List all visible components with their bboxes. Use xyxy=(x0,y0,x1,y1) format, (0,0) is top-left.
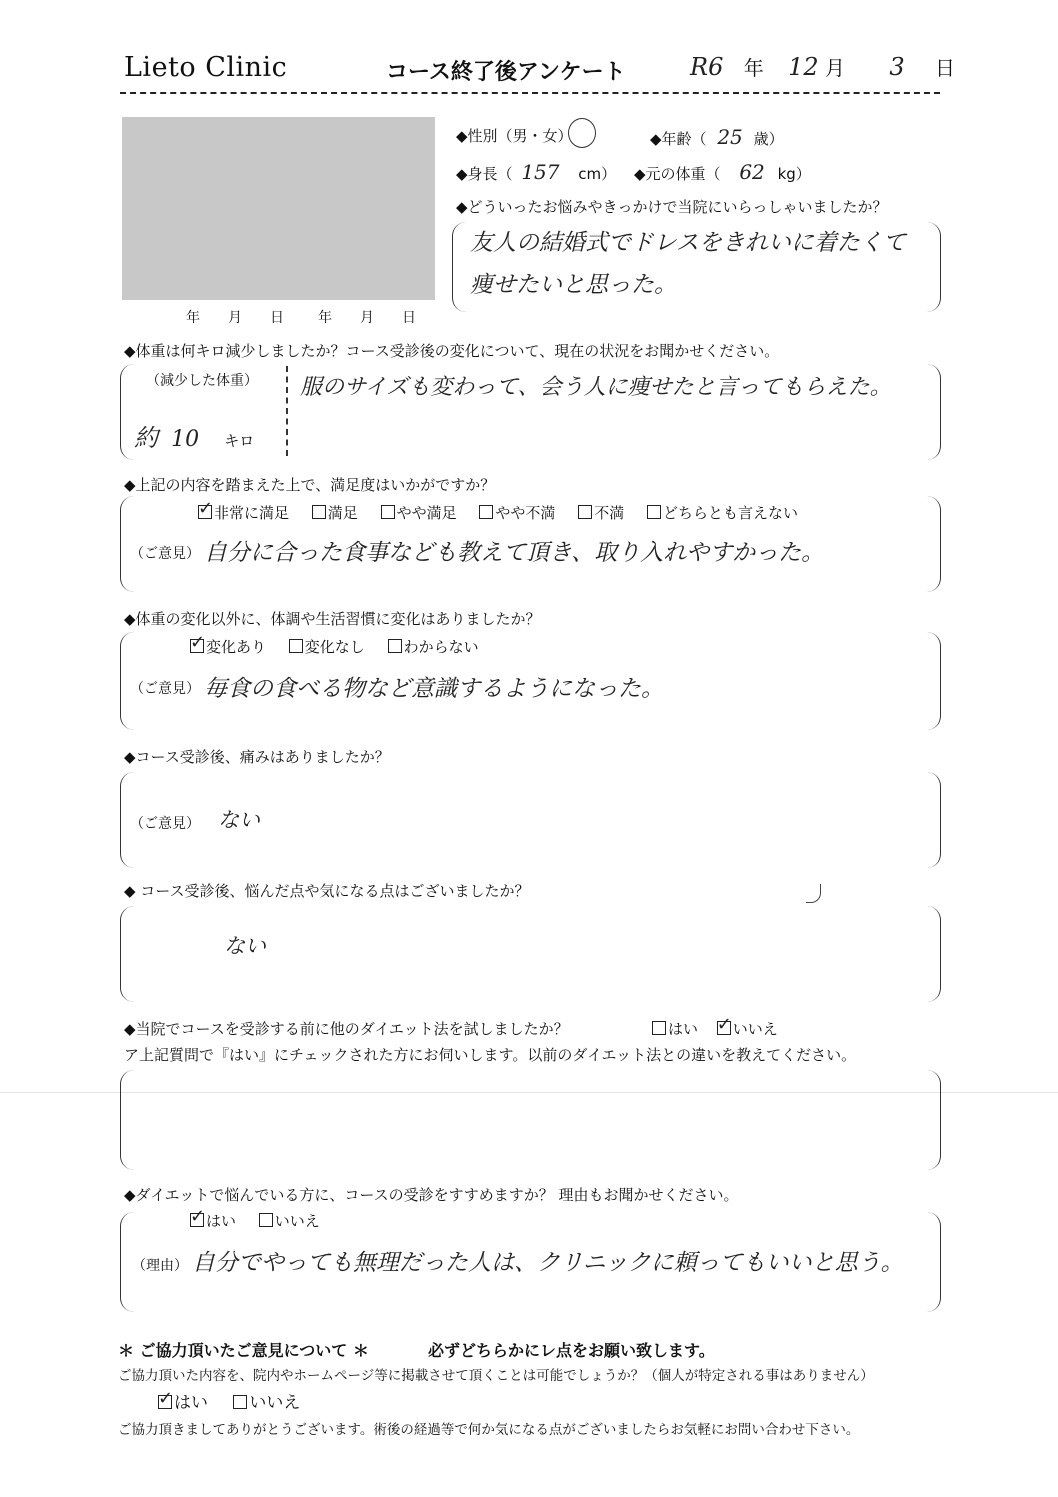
checkbox-icon[interactable] xyxy=(381,505,395,519)
q3-option-6[interactable]: どちらとも言えない xyxy=(647,504,798,522)
weight-field xyxy=(634,160,811,184)
female-circle-mark xyxy=(568,118,596,148)
q2-bracket-left xyxy=(120,364,135,460)
weight-value: 62 xyxy=(739,160,765,184)
checkbox-checked-icon[interactable] xyxy=(717,1021,731,1035)
q3-option-2[interactable]: 満足 xyxy=(312,504,358,522)
q1-bracket-left xyxy=(452,222,467,312)
q3-answer: 自分に合った食事なども教えて頂き、取り入れやすかった。 xyxy=(204,540,825,566)
q7-bracket-right xyxy=(926,1070,941,1170)
stray-pen-mark xyxy=(806,884,821,903)
weight-label: ◆元の体重（ xyxy=(634,165,721,183)
q4-option-2[interactable]: 変化なし xyxy=(289,638,365,656)
q3-option-3[interactable]: やや満足 xyxy=(381,504,457,522)
q7-bracket-left xyxy=(120,1070,135,1170)
publish-option-no[interactable]: いいえ xyxy=(233,1393,300,1413)
q2-value: 10 xyxy=(171,427,200,452)
height-label: ◆身長（ xyxy=(456,165,513,183)
q4-bracket-right xyxy=(926,632,941,730)
checkbox-icon[interactable] xyxy=(652,1021,666,1035)
fold-line xyxy=(0,1092,1058,1093)
q7-option-no[interactable]: ✓ いいえ xyxy=(717,1020,778,1038)
q6-bracket-right xyxy=(926,906,941,1002)
q7-sub-question: ア上記質問で『はい』にチェックされた方にお伺いします。以前のダイエット法との違いを教えてください。 xyxy=(124,1046,857,1064)
month-label: 月 xyxy=(824,56,845,80)
height-unit: cm） xyxy=(578,165,617,183)
checkbox-icon[interactable] xyxy=(259,1213,273,1227)
q3-option-1[interactable]: ✓非常に満足 xyxy=(198,504,289,522)
age-label: ◆年齢（ xyxy=(650,130,707,148)
q5-answer: ない xyxy=(218,808,260,832)
gender-field: ◆性別（男・女） xyxy=(456,127,573,145)
q7-question: ◆当院でコースを受診する前に他のダイエット法を試しましたか？ xyxy=(124,1020,569,1038)
checkbox-icon[interactable] xyxy=(647,505,661,519)
q3-opinion-label: （ご意見） xyxy=(130,546,200,562)
q2-unit: キロ xyxy=(224,432,255,450)
q8-answer: 自分でやっても無理だった人は、クリニックに頼ってもいいと思う。 xyxy=(192,1250,904,1276)
q1-answer-line1: 友人の結婚式でドレスをきれいに着たくて xyxy=(470,230,906,256)
header-divider xyxy=(120,92,940,94)
q7-option-yes[interactable]: はい xyxy=(652,1020,698,1038)
checkbox-icon[interactable] xyxy=(578,505,592,519)
height-value: 157 xyxy=(521,160,560,184)
q3-options xyxy=(198,502,798,523)
clinic-name: Lieto Clinic xyxy=(124,52,288,83)
q8-bracket-right xyxy=(926,1212,941,1312)
q6-answer: ない xyxy=(224,934,266,958)
footer-instruction: 必ずどちらかにレ点をお願い致します。 xyxy=(428,1341,715,1360)
q8-option-yes[interactable]: ✓はい xyxy=(190,1212,236,1230)
q2-answer: 服のサイズも変わって、会う人に痩せたと言ってもらえた。 xyxy=(300,375,892,400)
q5-question: ◆コース受診後、痛みはありましたか？ xyxy=(124,748,390,766)
q2-weight-value-row xyxy=(134,418,254,453)
date-day-number: 3 xyxy=(889,53,905,81)
q1-question: ◆どういったお悩みやきっかけで当院にいらっしゃいましたか？ xyxy=(456,198,888,216)
year-label: 年 xyxy=(743,56,764,80)
q8-option-no[interactable]: いいえ xyxy=(259,1212,320,1230)
height-field xyxy=(456,160,616,184)
date-year-value: R6 xyxy=(690,53,724,81)
q4-answer: 毎食の食べる物など意識するようになった。 xyxy=(204,676,664,702)
photo-date-right: 年 月 日 xyxy=(318,310,416,326)
footer-thanks: ご協力頂きましてありがとうございます。術後の経過等で何か気になる点がございましたらお気軽にお問い合わせ下さい。 xyxy=(118,1422,860,1438)
checkbox-checked-icon[interactable] xyxy=(198,505,212,519)
footer-question: ご協力頂いた内容を、院内やホームページ等に掲載させて頂くことは可能でしょうか？（個人が特定される事はありません） xyxy=(118,1368,874,1384)
q4-options xyxy=(190,636,479,657)
age-unit: 歳） xyxy=(753,130,784,148)
q3-option-5[interactable]: 不満 xyxy=(578,504,624,522)
q6-question: ◆ コース受診後、悩んだ点や気になる点はございましたか？ xyxy=(124,882,530,900)
date-area xyxy=(690,52,955,81)
q2-bracket-right xyxy=(926,364,941,460)
checkbox-icon[interactable] xyxy=(388,639,402,653)
survey-title: コース終了後アンケート xyxy=(386,60,626,85)
date-month-value: 12 xyxy=(788,53,819,81)
q4-option-3[interactable]: わからない xyxy=(388,638,479,656)
checkbox-checked-icon[interactable] xyxy=(190,639,204,653)
q1-bracket-right xyxy=(926,222,941,312)
q3-question: ◆上記の内容を踏まえた上で、満足度はいかがですか？ xyxy=(124,476,496,494)
q3-bracket-right xyxy=(926,496,941,592)
q2-weight-divider xyxy=(286,366,288,456)
q1-answer-line2: 痩せたいと思った。 xyxy=(470,272,677,298)
q4-option-1[interactable]: ✓変化あり xyxy=(190,638,266,656)
q2-reduced-label: （減少した体重） xyxy=(146,373,258,389)
q5-opinion-label: （ご意見） xyxy=(130,816,200,832)
q5-bracket-right xyxy=(926,772,941,868)
checkbox-icon[interactable] xyxy=(289,639,303,653)
age-field xyxy=(650,125,784,149)
photo-date-left: 年 月 日 xyxy=(186,310,284,326)
weight-unit: kg） xyxy=(777,165,811,183)
q2-question: ◆体重は何キロ減少しましたか？コース受診後の変化について、現在の状況をお聞かせください。 xyxy=(124,342,780,360)
footer-options xyxy=(158,1388,300,1413)
checkbox-checked-icon[interactable] xyxy=(158,1395,172,1409)
q8-reason-label: （理由） xyxy=(132,1258,188,1274)
q2-prefix: 約 xyxy=(134,424,158,452)
q8-question: ◆ダイエットで悩んでいる方に、コースの受診をすすめますか？ 理由もお聞かせください。 xyxy=(124,1186,739,1204)
age-value: 25 xyxy=(717,125,743,149)
photo-placeholder xyxy=(122,117,435,300)
checkbox-checked-icon[interactable] xyxy=(190,1213,204,1227)
q6-bracket-left xyxy=(120,906,135,1002)
q4-opinion-label: （ご意見） xyxy=(130,681,200,697)
publish-option-yes[interactable]: ✓はい xyxy=(158,1393,208,1413)
q7-options xyxy=(652,1018,778,1039)
q4-question: ◆体重の変化以外に、体調や生活習慣に変化はありましたか？ xyxy=(124,610,541,628)
day-label: 日 xyxy=(934,56,955,80)
checkbox-icon[interactable] xyxy=(312,505,326,519)
checkbox-icon[interactable] xyxy=(479,505,493,519)
q3-option-4[interactable]: やや不満 xyxy=(479,504,555,522)
checkbox-icon[interactable] xyxy=(233,1395,247,1409)
footer-heading: ＊ ご協力頂いたご意見について ＊ xyxy=(118,1341,369,1360)
q8-options xyxy=(190,1210,320,1231)
